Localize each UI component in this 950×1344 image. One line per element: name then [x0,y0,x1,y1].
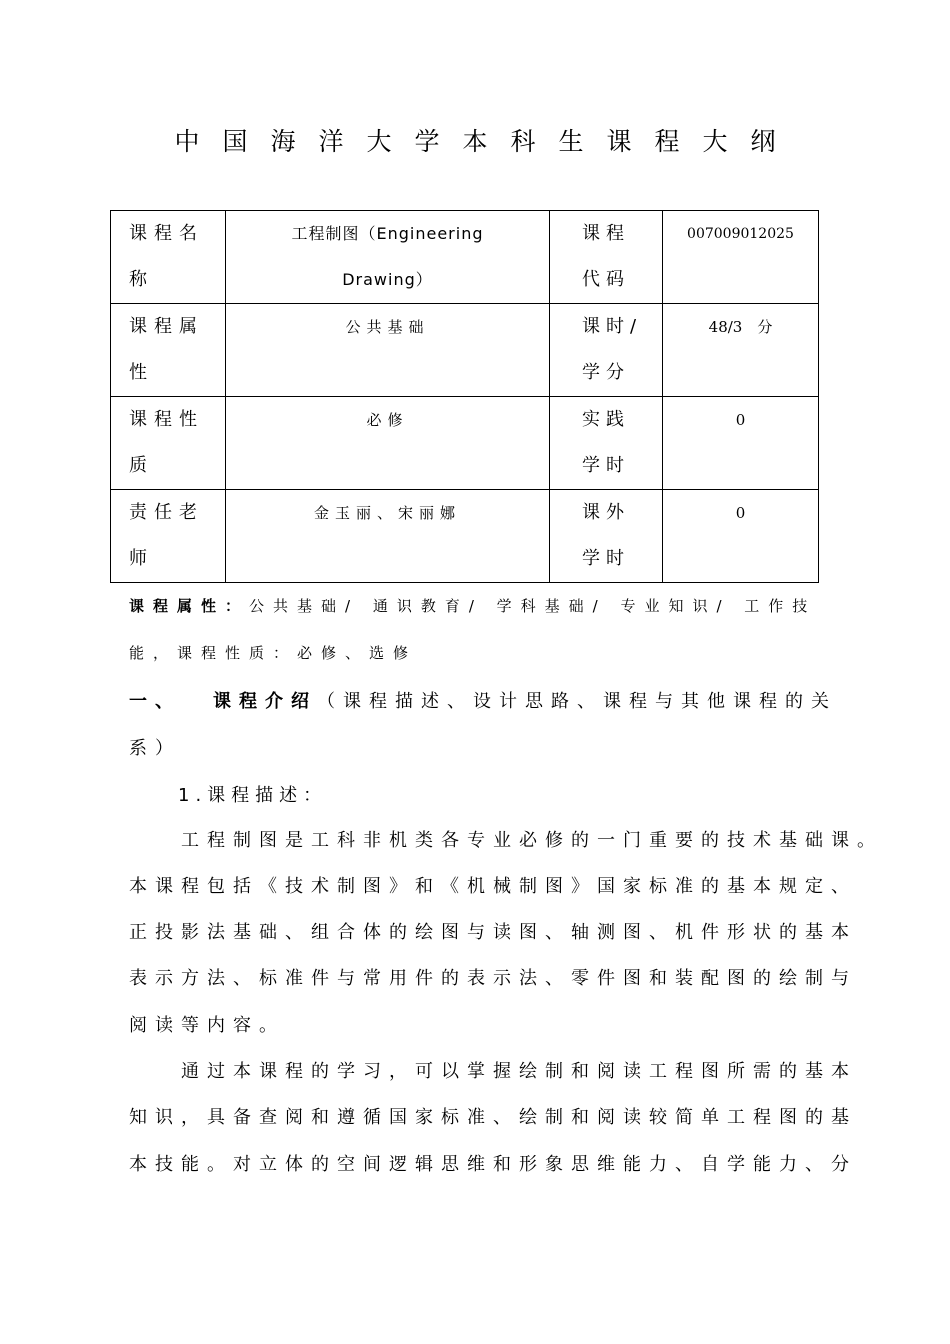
table-row [111,490,819,583]
extra-hours-value: 0 [663,490,819,583]
attribute-label: 课程属 性 [111,304,226,397]
subsection-title: 1.课程描述： [178,785,328,806]
course-info-table [110,210,819,583]
course-name-value: 工程制图（Engineering Drawing） [226,211,550,304]
paragraph-line: 本技能。对立体的空间逻辑思维和形象思维能力、自学能力、分 [129,1154,857,1175]
teacher-value: 金玉丽、宋丽娜 [226,490,550,583]
paragraph-line: 工程制图是工科非机类各专业必修的一门重要的技术基础课。 [129,830,883,851]
paragraph-line: 阅读等内容。 [129,1015,285,1036]
course-code-label: 课程 代码 [550,211,663,304]
section-description-continued: 系） [129,738,181,759]
page-title: 中国海洋大学本科生课程大纲 [174,127,799,156]
section-heading [129,687,837,713]
paragraph-line: 本课程包括《技术制图》和《机械制图》国家标准的基本规定、 [129,876,857,897]
course-name-label: 课程名 称 [111,211,226,304]
practice-value: 0 [663,397,819,490]
attribute-note-text: 公共基础/ 通识教育/ 学科基础/ 专业知识/ 工作技 [249,597,817,615]
paragraph-line: 表示方法、标准件与常用件的表示法、零件图和装配图的绘制与 [129,968,857,989]
section-description: （课程描述、设计思路、课程与其他课程的关 [317,691,837,712]
table-row [111,397,819,490]
course-code-value: 007009012025 [663,211,819,304]
table-row [111,304,819,397]
nature-value: 必修 [226,397,550,490]
paragraph-line: 正投影法基础、组合体的绘图与读图、轴测图、机件形状的基本 [129,922,857,943]
attribute-note-label: 课程属性： [129,597,250,615]
attribute-note-line-2: 能，课程性质：必修、选修 [129,644,418,662]
practice-label: 实践 学时 [550,397,663,490]
nature-label: 课程性 质 [111,397,226,490]
section-number: 一、 [129,691,181,712]
hours-value: 48/3 分 [663,304,819,397]
paragraph-line: 知识，具备查阅和遵循国家标准、绘制和阅读较简单工程图的基 [129,1107,857,1128]
hours-label: 课时/ 学分 [550,304,663,397]
table-row [111,211,819,304]
paragraph-line: 通过本课程的学习，可以掌握绘制和阅读工程图所需的基本 [129,1061,857,1082]
extra-hours-label: 课外 学时 [550,490,663,583]
section-title: 课程介绍 [213,691,317,712]
attribute-note-line-1 [129,595,816,616]
attribute-value: 公共基础 [226,304,550,397]
teacher-label: 责任老 师 [111,490,226,583]
